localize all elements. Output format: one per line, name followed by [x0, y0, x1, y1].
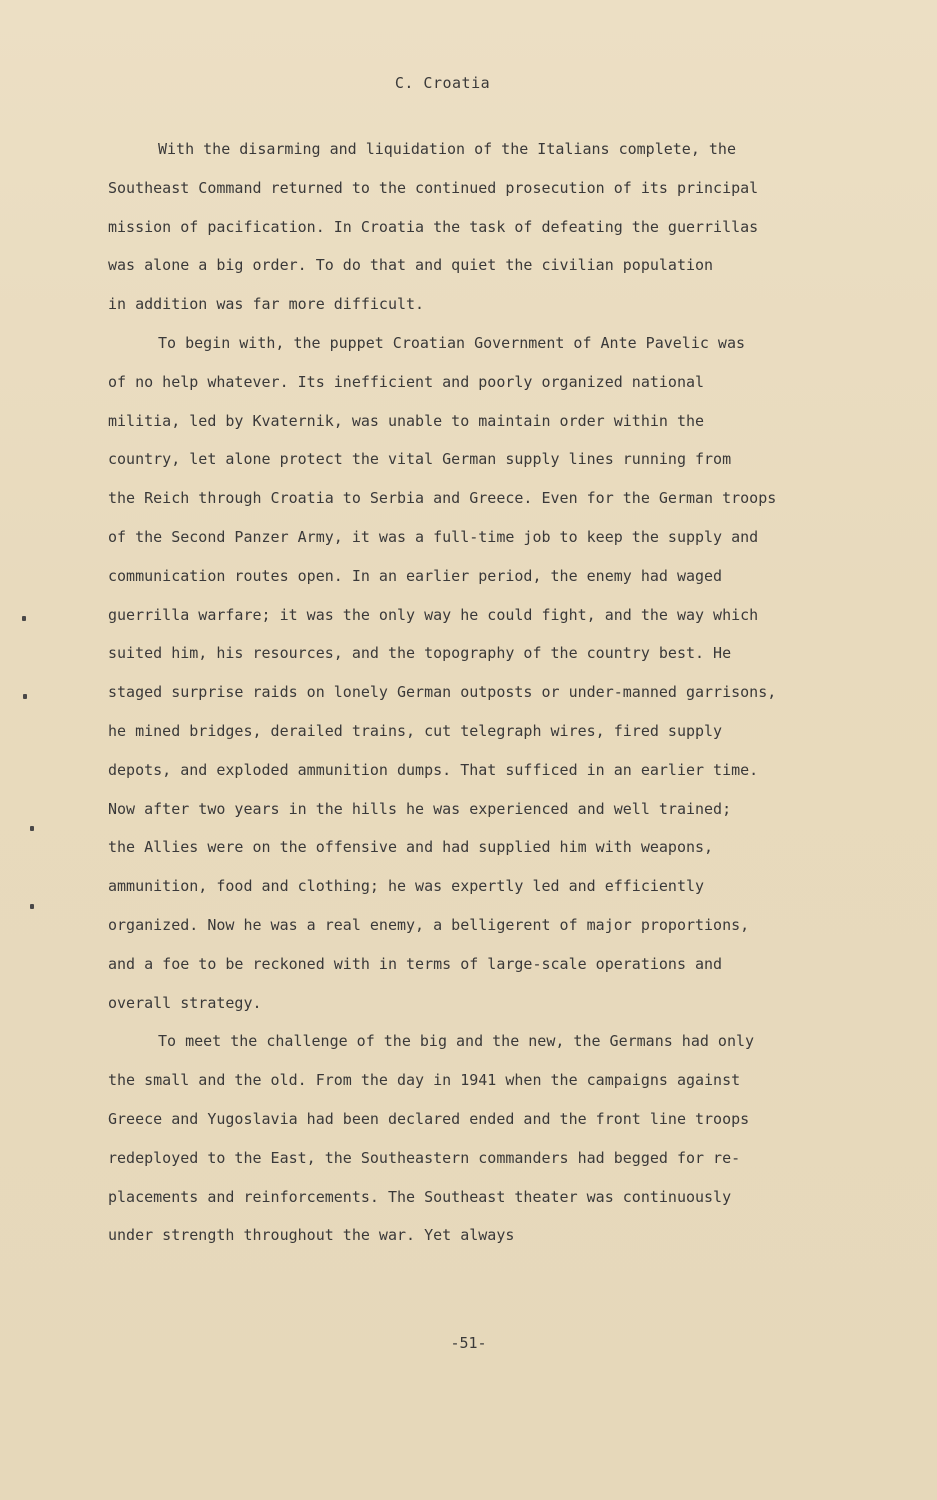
text-line: staged surprise raids on lonely German outposts or under-manned garrisons, — [108, 683, 777, 702]
margin-speck — [22, 616, 26, 621]
text-line: organized. Now he was a real enemy, a belligerent of major proportions, — [108, 915, 750, 934]
text-line: of no help whatever. Its inefficient and poorly organized national — [108, 372, 705, 391]
text-line: Greece and Yugoslavia had been declared ended and the front line troops — [108, 1109, 750, 1128]
text-line: and a foe to be reckoned with in terms of large-scale operations and — [108, 954, 723, 973]
margin-speck — [23, 694, 27, 699]
text-line: To meet the challenge of the big and the new, the Germans had only — [158, 1032, 755, 1051]
text-line: With the disarming and liquidation of the Italians complete, the — [158, 140, 736, 158]
margin-speck — [30, 826, 34, 831]
text-line: redeployed to the East, the Southeastern commanders had begged for re- — [108, 1148, 741, 1167]
text-line: ammunition, food and clothing; he was expertly led and efficiently — [108, 877, 705, 896]
text-line: was alone a big order. To do that and quiet the civilian population — [108, 256, 714, 275]
page-number: -51- — [450, 1334, 487, 1352]
margin-speck — [30, 904, 34, 909]
text-line: in addition was far more difficult. — [108, 295, 425, 314]
text-line: country, let alone protect the vital German supply lines running from — [108, 450, 732, 469]
text-line: To begin with, the puppet Croatian Government of Ante Pavelic was — [158, 333, 745, 352]
text-line: under strength throughout the war. Yet always — [108, 1226, 515, 1245]
text-line: depots, and exploded ammunition dumps. That sufficed in an earlier time. — [108, 760, 759, 779]
text-line: placements and reinforcements. The Southeast theater was continuously — [108, 1187, 732, 1206]
text-line: guerrilla warfare; it was the only way he could fight, and the way which — [108, 605, 759, 624]
text-line: the small and the old. From the day in 1941 when the campaigns against — [108, 1071, 741, 1090]
text-line: of the Second Panzer Army, it was a full-time job to keep the supply and — [108, 527, 759, 546]
text-line: the Reich through Croatia to Serbia and Greece. Even for the German troops — [108, 489, 777, 508]
body-text — [108, 130, 828, 1255]
text-line: Now after two years in the hills he was experienced and well trained; — [108, 799, 732, 818]
text-line: militia, led by Kvaternik, was unable to maintain order within the — [108, 411, 705, 430]
text-line: he mined bridges, derailed trains, cut telegraph wires, fired supply — [108, 721, 723, 740]
text-line: communication routes open. In an earlier period, the enemy had waged — [108, 566, 723, 585]
section-heading: C. Croatia — [394, 74, 491, 92]
text-line: mission of pacification. In Croatia the task of defeating the guerrillas — [108, 217, 759, 236]
text-line: overall strategy. — [108, 993, 262, 1012]
text-line: the Allies were on the offensive and had supplied him with weapons, — [108, 838, 714, 857]
text-line: suited him, his resources, and the topography of the country best. He — [108, 644, 732, 663]
text-line: Southeast Command returned to the continued prosecution of its principal — [108, 178, 759, 197]
